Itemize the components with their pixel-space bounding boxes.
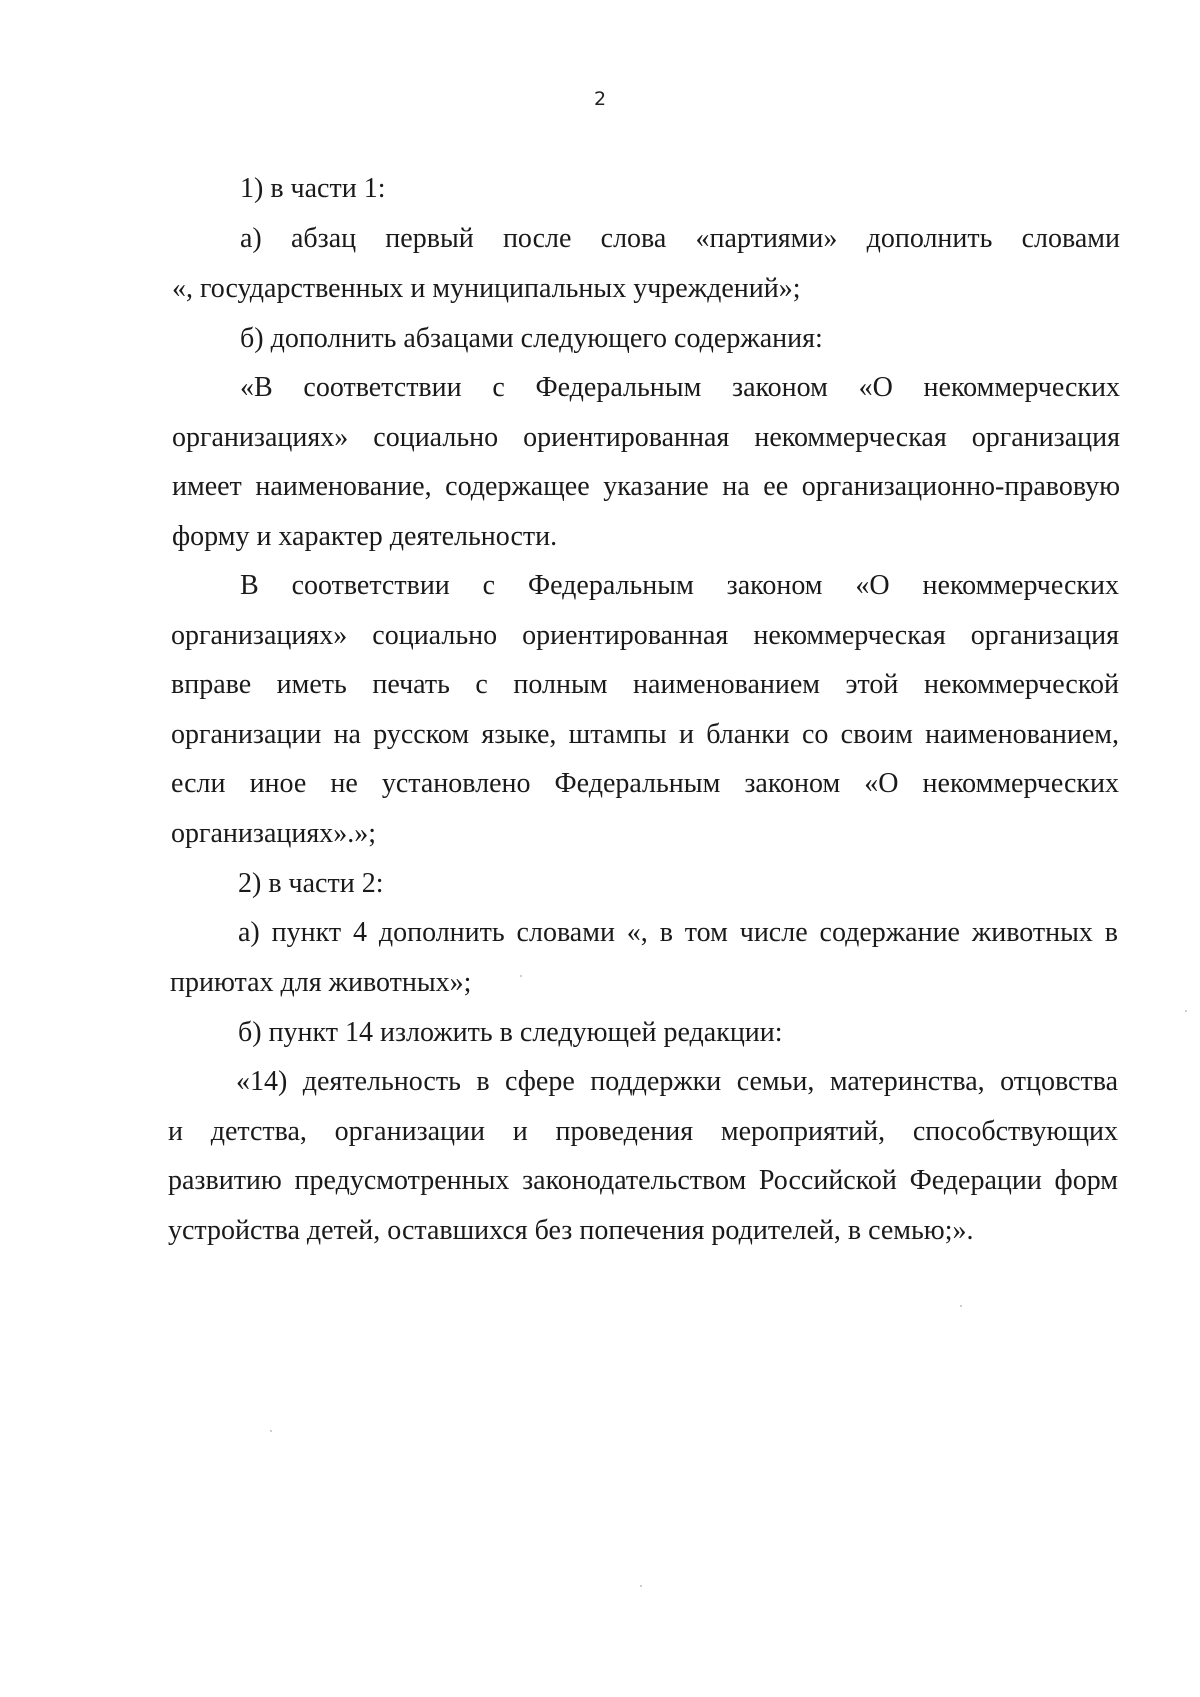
text-line: 2) в части 2: [238,868,384,899]
text-line: 1) в части 1: [240,173,386,204]
text-line: В соответствии с Федеральным законом «О некоммерческих [240,570,1119,601]
text-line: б) дополнить абзацами следующего содержания: [240,323,823,354]
text-line: организациях» социально ориентированная некоммерческая организация [172,422,1120,453]
text-line: «, государственных и муниципальных учреждений»; [172,273,801,304]
page-number: 2 [593,88,607,110]
scan-speck [640,1585,642,1587]
text-line: б) пункт 14 изложить в следующей редакции: [238,1017,783,1048]
scan-speck [960,1305,962,1307]
text-line: а) абзац первый после слова «партиями» дополнить словами [240,223,1120,254]
text-line: приютах для животных»; [170,967,472,998]
scan-speck [1185,1010,1187,1012]
text-line: форму и характер деятельности. [172,521,558,552]
text-line: организациях» социально ориентированная некоммерческая организация [171,620,1119,651]
text-line: если иное не установлено Федеральным законом «О некоммерческих [171,768,1119,799]
text-line: «14) деятельность в сфере поддержки семьи, материнства, отцовства [236,1066,1118,1097]
text-line: а) пункт 4 дополнить словами «, в том числе содержание животных в [238,917,1118,948]
text-line: устройства детей, оставшихся без попечения родителей, в семью;». [168,1215,974,1246]
scan-speck [520,975,522,977]
text-line: организации на русском языке, штампы и бланки со своим наименованием, [171,719,1119,750]
text-line: развитию предусмотренных законодательством Российской Федерации форм [168,1165,1118,1196]
scan-speck [270,1430,272,1432]
text-line: имеет наименование, содержащее указание на ее организационно-правовую [172,471,1120,502]
text-line: «В соответствии с Федеральным законом «О некоммерческих [240,372,1120,403]
text-line: и детства, организации и проведения мероприятий, способствующих [168,1116,1118,1147]
text-line: организациях».»; [171,818,376,849]
text-line: вправе иметь печать с полным наименованием этой некоммерческой [171,669,1119,700]
